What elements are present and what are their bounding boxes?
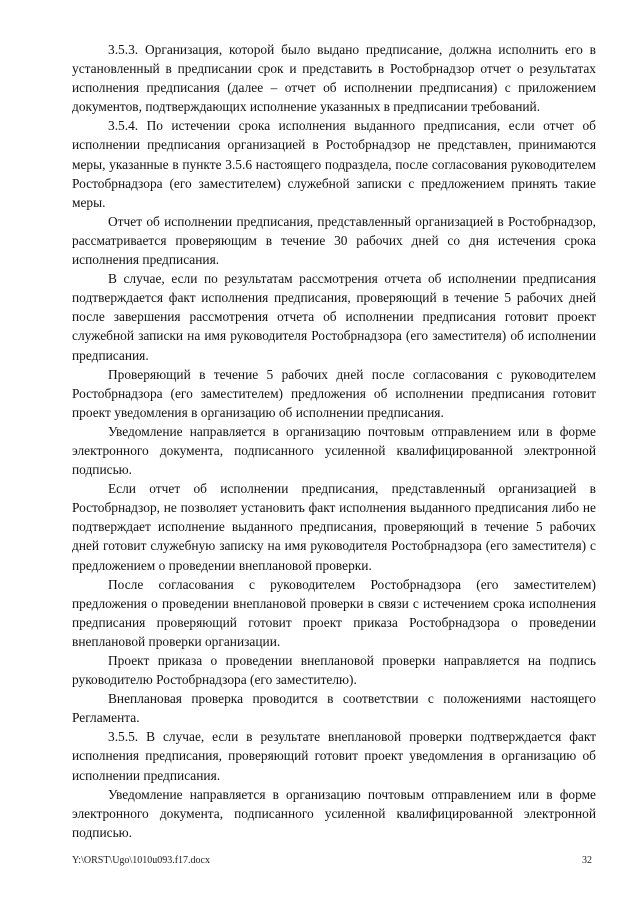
paragraph: В случае, если по результатам рассмотрения отчета об исполнении предписания подтверждается факт исполнения предписания, проверяющий в течение 5 рабочих дней после завершения рассмотрения отчета об исполнении предписания готовит проект служебной записки на имя руководителя Ростобрнадзора (его заместителя) об исполнении предписания. [72,271,596,363]
paragraph: Если отчет об исполнении предписания, представленный организацией в Ростобрнадзор, не позволяет установить факт исполнения выданного предписания либо не подтверждает исполнение выданного предписания, проверяющий в течение 5 рабочих дней готовит служебную записку на имя руководителя Ростобрнадзора (его заместителя) с предложением о проведении внеплановой проверки. [72,481,596,573]
paragraph: Уведомление направляется в организацию почтовым отправлением или в форме электронного документа, подписанного усиленной квалифицированной электронной подписью. [72,423,596,478]
paragraph: Проверяющий в течение 5 рабочих дней после согласования с руководителем Ростобрнадзора (его заместителем) предложения об исполнении предписания готовит проект уведомления в организацию об исполнении предписания. [72,366,596,420]
page-number: 32 [582,855,592,866]
footer-file-path: Y:\ORST\Ugo\1010u093.f17.docx [72,855,210,866]
paragraph: Отчет об исполнении предписания, представленный организацией в Ростобрнадзор, рассматривается проверяющим в течение 30 рабочих дней со дня истечения срока исполнения предписания. [72,213,596,268]
paragraph: Проект приказа о проведении внеплановой проверки направляется на подпись руководителю Ростобрнадзора (его заместителю). [72,653,596,688]
paragraph: Уведомление направляется в организацию почтовым отправлением или в форме электронного документа, подписанного усиленной квалифицированной электронной подписью. [72,786,596,840]
paragraph-3-5-5: 3.5.5. В случае, если в результате внеплановой проверки подтверждается факт исполнения предписания, проверяющий готовит проект уведомления в организацию об исполнении предписания. [72,729,596,783]
paragraph-3-5-3: 3.5.3. Организация, которой было выдано предписание, должна исполнить его в установленный в предписании срок и представить в Ростобрнадзор отчет о результатах исполнения предписания (далее – отчет об исполнении предписания) с приложением документов, подтверждающих исполнение указанных в предписании требований. [72,42,596,115]
document-body [72,40,596,842]
paragraph: После согласования с руководителем Ростобрнадзора (его заместителем) предложения о проведении внеплановой проверки в связи с истечением срока исполнения предписания проверяющий готовит проект приказа Ростобрнадзора о проведении внеплановой проверки организации. [72,576,596,649]
paragraph: Внеплановая проверка проводится в соответствии с положениями настоящего Регламента. [72,691,596,726]
paragraph-3-5-4: 3.5.4. По истечении срока исполнения выданного предписания, если отчет об исполнении предписания организацией в Ростобрнадзор не представлен, принимаются меры, указанные в пункте 3.5.6 настоящего подраздела, после согласования руководителем Ростобрнадзора (его заместителем) служебной записки с предложением принять такие меры. [72,118,596,210]
